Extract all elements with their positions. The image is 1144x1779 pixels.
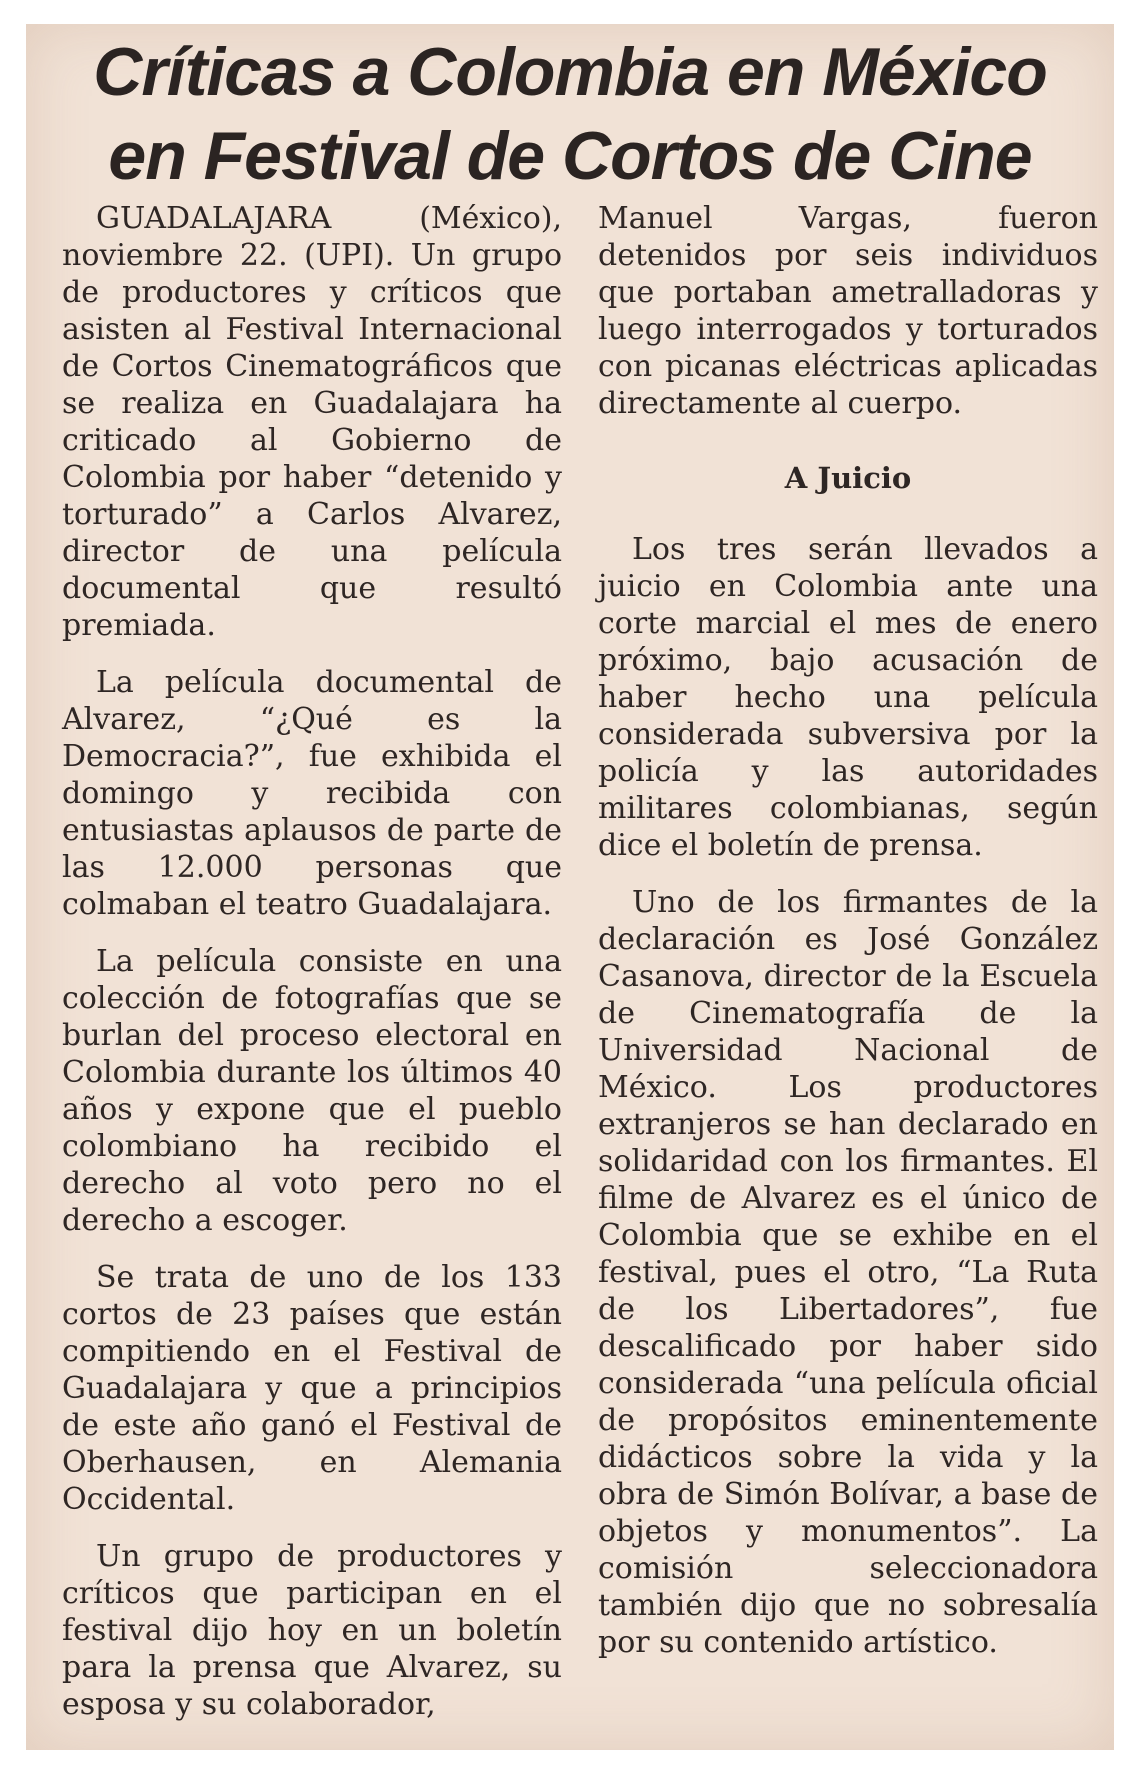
article-paragraph: Uno de los firmantes de la declaración es José González Casanova, director de la Escuela de Cinematografía de la Universidad Nacional de México. Los productores extranjeros se han declarado en solidaridad con los firmantes. El filme de Alvarez es el único de Colombia que se exhibe en el festival, pues el otro, “La Ruta de los Libertadores”, fue descalificado por haber sido considerada “una película oficial de propósitos eminentemente didácticos sobre la vida y la obra de Simón Bolívar, a base de objetos y monumentos”. La comisión seleccionadora también dijo que no sobresalía por su contenido artístico. bbox=[598, 885, 1098, 1660]
article-paragraph: Los tres serán llevados a juicio en Colombia ante una corte marcial el mes de enero próximo, bajo acusación de haber hecho una película considerada subversiva por la policía y las autoridades militares colombianas, según dice el boletín de prensa. bbox=[598, 532, 1098, 863]
article-paragraph: GUADALAJARA (México), noviembre 22. (UPI). Un grupo de productores y críticos que asisten al Festival Internacional de Cortos Cinematográficos que se realiza en Guadalajara ha criticado al Gobierno de Colombia por haber “detenido y torturado” a Carlos Alvarez, director de una película documental que resultó premiada. bbox=[62, 201, 562, 643]
subheading: A Juicio bbox=[784, 461, 912, 495]
headline-line-2: en Festival de Cortos de Cine bbox=[108, 118, 1032, 194]
article-paragraph: Un grupo de productores y críticos que participan en el festival dijo hoy en un boletín para la prensa que Alvarez, su esposa y su colaborador, bbox=[62, 1539, 562, 1722]
article-paragraph: Manuel Vargas, fueron detenidos por seis individuos que portaban ametralladoras y luego interrogados y torturados con picanas eléctricas aplicadas directamente al cuerpo. bbox=[598, 201, 1098, 421]
left-column bbox=[62, 200, 562, 1743]
newspaper-clipping bbox=[26, 24, 1114, 1750]
article-paragraph: La película consiste en una colección de fotografías que se burlan del proceso electoral en Colombia durante los últimos 40 años y expone que el pueblo colombiano ha recibido el derecho al voto pero no el derecho a escoger. bbox=[62, 944, 562, 1238]
headline-line-1: Críticas a Colombia en México bbox=[93, 34, 1047, 110]
article-paragraph: La película documental de Alvarez, “¿Qué es la Democracia?”, fue exhibida el domingo y recibida con entusiastas aplausos de parte de las 12.000 personas que colmaban el teatro Guadalajara. bbox=[62, 665, 562, 922]
article-paragraph: Se trata de uno de los 133 cortos de 23 países que están compitiendo en el Festival de Guadalajara y que a principios de este año ganó el Festival de Oberhausen, en Alemania Occidental. bbox=[62, 1260, 562, 1517]
right-column bbox=[598, 200, 1098, 1681]
